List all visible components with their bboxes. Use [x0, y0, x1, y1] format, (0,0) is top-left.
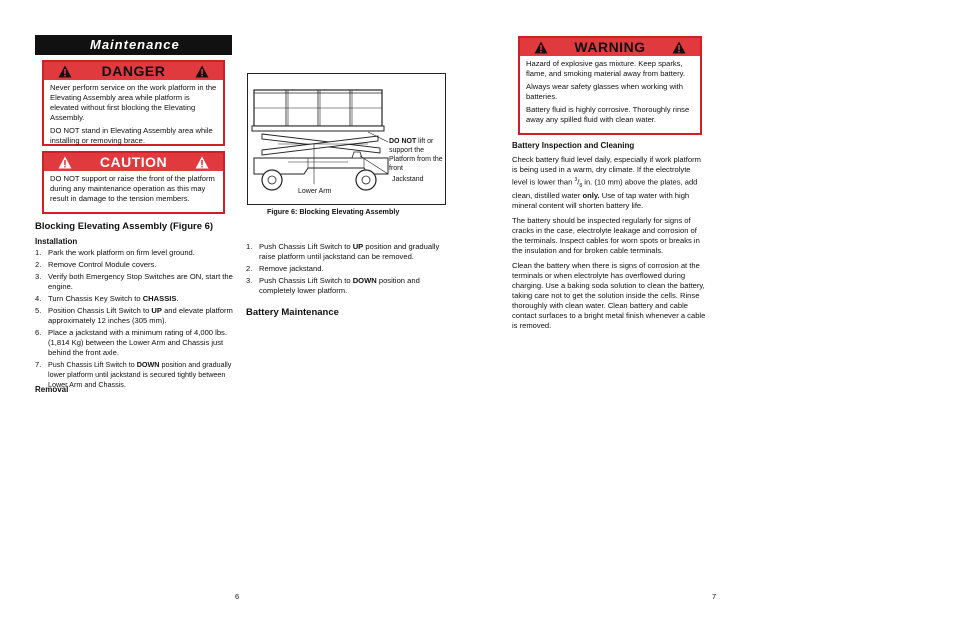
warning-triangle-icon	[195, 156, 209, 169]
warning-text: Always wear safety glasses when working with batteries.	[526, 82, 684, 101]
list-item: 3. Push Chassis Lift Switch to DOWN position and completely lower platform.	[246, 276, 420, 295]
battery-paragraph-1: Check battery fluid level daily, especially if work platform is being used in a warm, dry climate. If the electrolyte level is lower than $^3/_8$ in. (10 mm) above the plates, add clean, distilled water only. Use of tap water with high mineral content will shorten battery life.	[512, 155, 701, 211]
list-item: 1. Push Chassis Lift Switch to UP position and gradually raise platform until jackstand can be removed.	[246, 242, 440, 261]
figure-6-frame	[247, 73, 446, 205]
danger-header	[44, 62, 223, 80]
list-item: 5. Position Chassis Lift Switch to UP and elevate platform approximately 12 inches (305 mm).	[35, 306, 233, 325]
battery-paragraph-3: Clean the battery when there is signs of corrosion at the terminals or when electrolyte has overflowed during charging. Use a baking soda solution to clean the battery, taking care not to get the solution inside the cells. Rinse thoroughly with clean water. Clean battery and cable contact surfaces to a bright metal finish whenever a cable is removed.	[512, 261, 706, 331]
battery-paragraph-2: The battery should be inspected regularly for signs of cracks in the case, electrolyte leakage and corrosion of the terminals. Inspect cables for worn spots or breaks in the insulation and for broken cable terminals.	[512, 216, 700, 256]
warning-text: Hazard of explosive gas mixture. Keep sparks, flame, and smoking material away from battery.	[526, 59, 685, 78]
caution-box	[42, 151, 225, 214]
page-number-left: 6	[235, 592, 240, 601]
danger-text: DO NOT stand in Elevating Assembly area while installing or removing brace.	[50, 126, 213, 145]
caution-header	[44, 153, 223, 171]
installation-heading: Installation	[35, 237, 78, 246]
list-item: 2. Remove Control Module covers.	[35, 260, 157, 269]
blocking-heading: Blocking Elevating Assembly (Figure 6)	[35, 221, 214, 232]
page-number-right: 7	[712, 592, 717, 601]
removal-heading: Removal	[35, 385, 69, 394]
battery-maintenance-heading: Battery Maintenance	[246, 307, 339, 318]
danger-box	[42, 60, 225, 146]
list-item: 2. Remove jackstand.	[246, 264, 324, 273]
warning-triangle-icon	[58, 156, 72, 169]
list-item: 7. Push Chassis Lift Switch to DOWN position and gradually lower platform until jackstand is secured tightly between Lower Arm and Chassis.	[35, 360, 232, 389]
warning-triangle-icon	[195, 65, 209, 78]
warning-text: Battery fluid is highly corrosive. Thoroughly rinse away any spilled fluid with clean water.	[526, 105, 690, 124]
list-item: 1. Park the work platform on firm level ground.	[35, 248, 195, 257]
warning-box	[518, 36, 702, 135]
label-jackstand: Jackstand	[392, 176, 424, 183]
warning-triangle-icon	[58, 65, 72, 78]
figure-caption: Figure 6: Blocking Elevating Assembly	[267, 207, 400, 216]
installation-steps	[35, 248, 235, 392]
section-title: Maintenance	[35, 35, 232, 55]
warning-signal-word: WARNING	[574, 39, 646, 55]
warning-triangle-icon	[672, 41, 686, 54]
figure-note: DO NOT lift or support the Platform from the front	[389, 138, 443, 172]
removal-steps	[246, 242, 446, 298]
list-item: 3. Verify both Emergency Stop Switches are ON, start the engine.	[35, 272, 233, 291]
list-item: 6. Place a jackstand with a minimum rating of 4,000 lbs. (1,814 Kg) between the Lower Arm and Chassis just behind the front axle.	[35, 328, 227, 357]
caution-signal-word: CAUTION	[99, 154, 168, 170]
danger-text: Never perform service on the work platform in the Elevating Assembly area while platform is elevated without first blocking the Elevating Assembly.	[50, 83, 217, 122]
danger-signal-word: DANGER	[101, 63, 166, 79]
battery-body	[512, 155, 708, 336]
caution-text: DO NOT support or raise the front of the platform during any maintenance operation as this may result in damage to the tension members.	[50, 174, 215, 203]
list-item: 4. Turn Chassis Key Switch to CHASSIS.	[35, 294, 179, 303]
warning-header	[520, 38, 700, 56]
inspection-heading: Battery Inspection and Cleaning	[512, 141, 635, 150]
warning-triangle-icon	[534, 41, 548, 54]
label-lower-arm: Lower Arm	[298, 188, 332, 195]
